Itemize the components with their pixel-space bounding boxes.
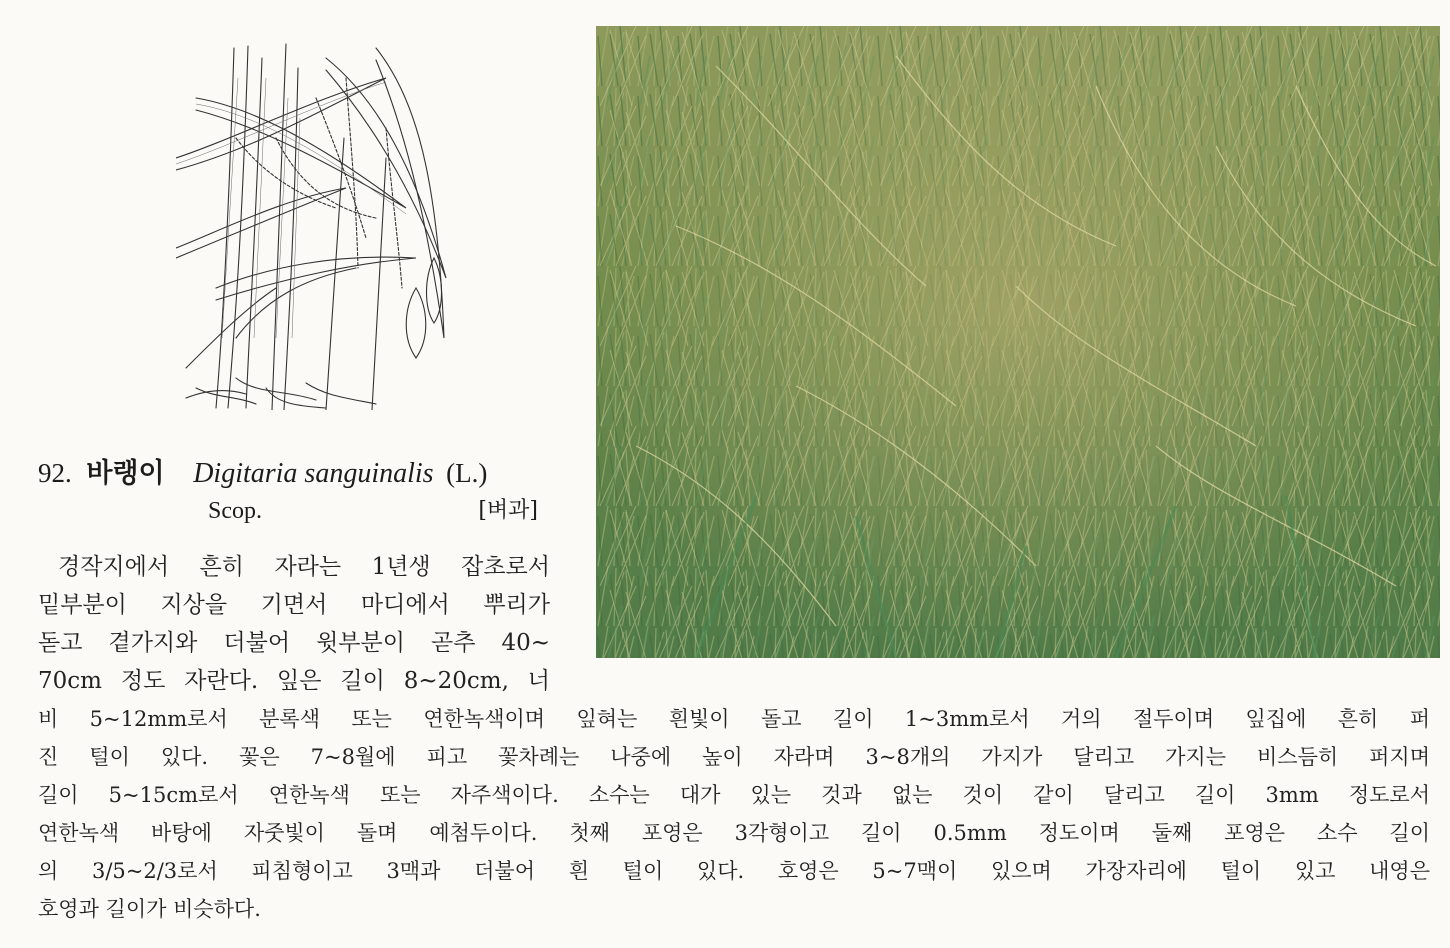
description-line: 진 털이 있다. 꽃은 7~8월에 피고 꽃차례는 나중에 높이 자라며 3~8개의 가지가 달리고 가지는 비스듬히 퍼지며 <box>38 745 1430 769</box>
entry-heading <box>38 455 558 492</box>
korean-name: 바랭이 <box>86 458 165 489</box>
scientific-name: Digitaria sanguinalis <box>193 458 434 489</box>
grass-line-drawing <box>176 38 458 410</box>
botanical-illustration <box>176 38 458 410</box>
description-line: 경작지에서 흔히 자라는 1년생 잡초로서 <box>58 554 550 580</box>
family-name: [벼과] <box>478 498 538 523</box>
author-first: (L.) <box>446 458 488 488</box>
description-line: 70cm 정도 자란다. 잎은 길이 8~20cm, 너 <box>38 668 550 694</box>
description-line: 호영과 길이가 비슷하다. <box>38 897 261 921</box>
author-second: Scop. <box>208 498 262 524</box>
description-line: 밑부분이 지상을 기면서 마디에서 뿌리가 <box>38 592 550 618</box>
description-line: 길이 5~15cm로서 연한녹색 또는 자주색이다. 소수는 대가 있는 것과 없는 것이 같이 달리고 길이 3mm 정도로서 <box>38 783 1430 807</box>
description-line: 돋고 곁가지와 더불어 윗부분이 곧추 40~ <box>38 630 550 656</box>
description-line: 연한녹색 바탕에 자줏빛이 돌며 예첨두이다. 첫째 포영은 3각형이고 길이 0.5mm 정도이며 둘째 포영은 소수 길이 <box>38 821 1430 845</box>
entry-number: 92. <box>38 458 72 488</box>
crabgrass-photo <box>596 26 1440 658</box>
description-line: 비 5~12mm로서 분록색 또는 연한녹색이며 잎혀는 흰빛이 돌고 길이 1~3mm로서 거의 절두이며 잎집에 흔히 퍼 <box>38 707 1430 731</box>
field-photograph <box>596 26 1440 658</box>
description-line: 의 3/5~2/3로서 피침형이고 3맥과 더불어 흰 털이 있다. 호영은 5~7맥이 있으며 가장자리에 털이 있고 내영은 <box>38 859 1430 883</box>
entry-heading-second-line <box>208 495 538 527</box>
